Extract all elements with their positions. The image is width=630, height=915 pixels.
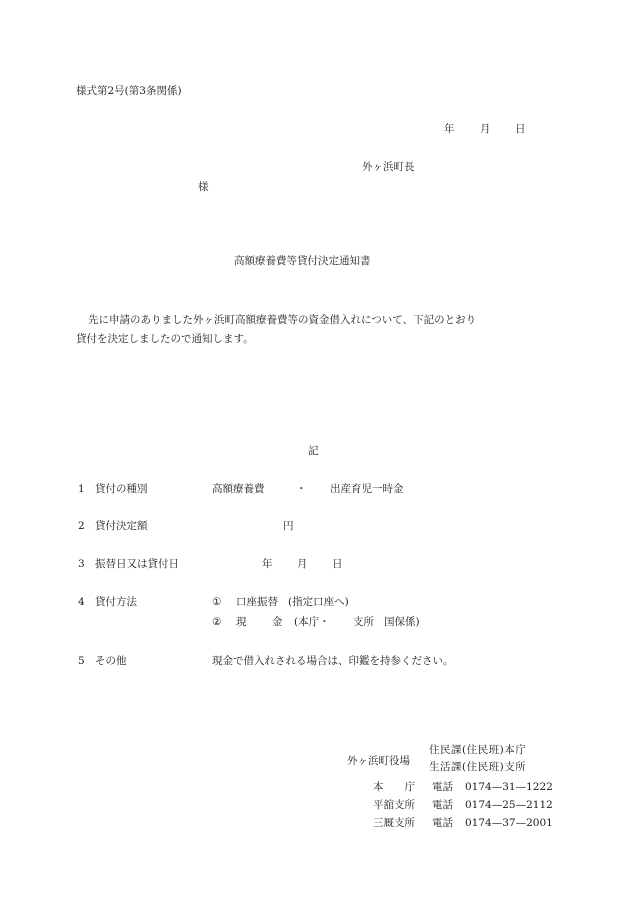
body-line-2: 貸付を決定しましたので通知します。: [76, 333, 254, 345]
body-line-1: 先に申請のありました外ヶ浜町高額療養費等の資金借入れについて、下記のとおり: [88, 314, 477, 326]
item-1-label: 貸付の種別: [95, 483, 148, 495]
footer-row-3-tel: 0174—37—2001: [465, 817, 553, 829]
item-4-method-2-char-a: 現: [236, 616, 247, 628]
footer-row-1-tel-label: 電話: [432, 781, 453, 793]
item-5-text: 現金で借入れされる場合は、印鑑を持参ください。: [212, 655, 454, 667]
footer-row-1-place: 本 庁: [373, 781, 415, 793]
item-1-number: 1: [78, 483, 85, 495]
footer-row-1-tel: 0174—31—1222: [465, 781, 553, 793]
item-2-yen: 円: [283, 520, 294, 532]
item-4-method-2-char-b: 金: [272, 616, 283, 628]
item-4-number: 4: [78, 596, 85, 608]
addressee-suffix: 様: [198, 181, 209, 193]
item-4-method-1-mark: ①: [212, 596, 222, 608]
item-4-method-2-note-b: 支所: [353, 616, 374, 628]
item-4-method-2-note-a: (本庁・: [294, 616, 330, 628]
footer-row-2-tel: 0174—25—2112: [465, 799, 553, 811]
sender-name: 外ヶ浜町長: [362, 161, 415, 173]
footer-row-2-place: 平舘支所: [373, 799, 415, 811]
date-month-label: 月: [480, 123, 491, 135]
form-number: 様式第2号(第3条関係): [76, 85, 182, 97]
item-3-year: 年: [262, 558, 273, 570]
item-4-method-1-text: 口座振替: [236, 596, 278, 608]
item-4-method-2-mark: ②: [212, 616, 222, 628]
footer-office-name: 外ヶ浜町役場: [347, 755, 410, 767]
footer-department-1: 住民課(住民班)本庁: [429, 744, 527, 756]
date-year-label: 年: [444, 123, 455, 135]
footer-row-3-tel-label: 電話: [432, 817, 453, 829]
item-4-label: 貸付方法: [95, 596, 137, 608]
item-1-option-1: 高額療養費: [212, 483, 265, 495]
item-2-number: 2: [78, 520, 85, 532]
footer-row-3-place: 三厩支所: [373, 817, 415, 829]
item-1-option-2: 出産育児一時金: [330, 483, 404, 495]
item-3-label: 振替日又は貸付日: [95, 558, 179, 570]
item-3-number: 3: [78, 558, 85, 570]
item-2-label: 貸付決定額: [95, 520, 148, 532]
item-5-label: その他: [95, 655, 127, 667]
ki-heading: 記: [308, 445, 319, 457]
footer-department-2: 生活課(住民班)支所: [429, 761, 527, 773]
item-4-method-1-note: (指定口座へ): [288, 596, 349, 608]
item-3-day: 日: [332, 558, 343, 570]
item-1-separator: ・: [296, 483, 307, 495]
item-4-method-2-note-c: 国保係): [384, 616, 420, 628]
item-3-month: 月: [297, 558, 308, 570]
date-day-label: 日: [515, 123, 526, 135]
document-title: 高額療養費等貸付決定通知書: [234, 255, 371, 267]
item-5-number: 5: [78, 655, 85, 667]
footer-row-2-tel-label: 電話: [432, 799, 453, 811]
